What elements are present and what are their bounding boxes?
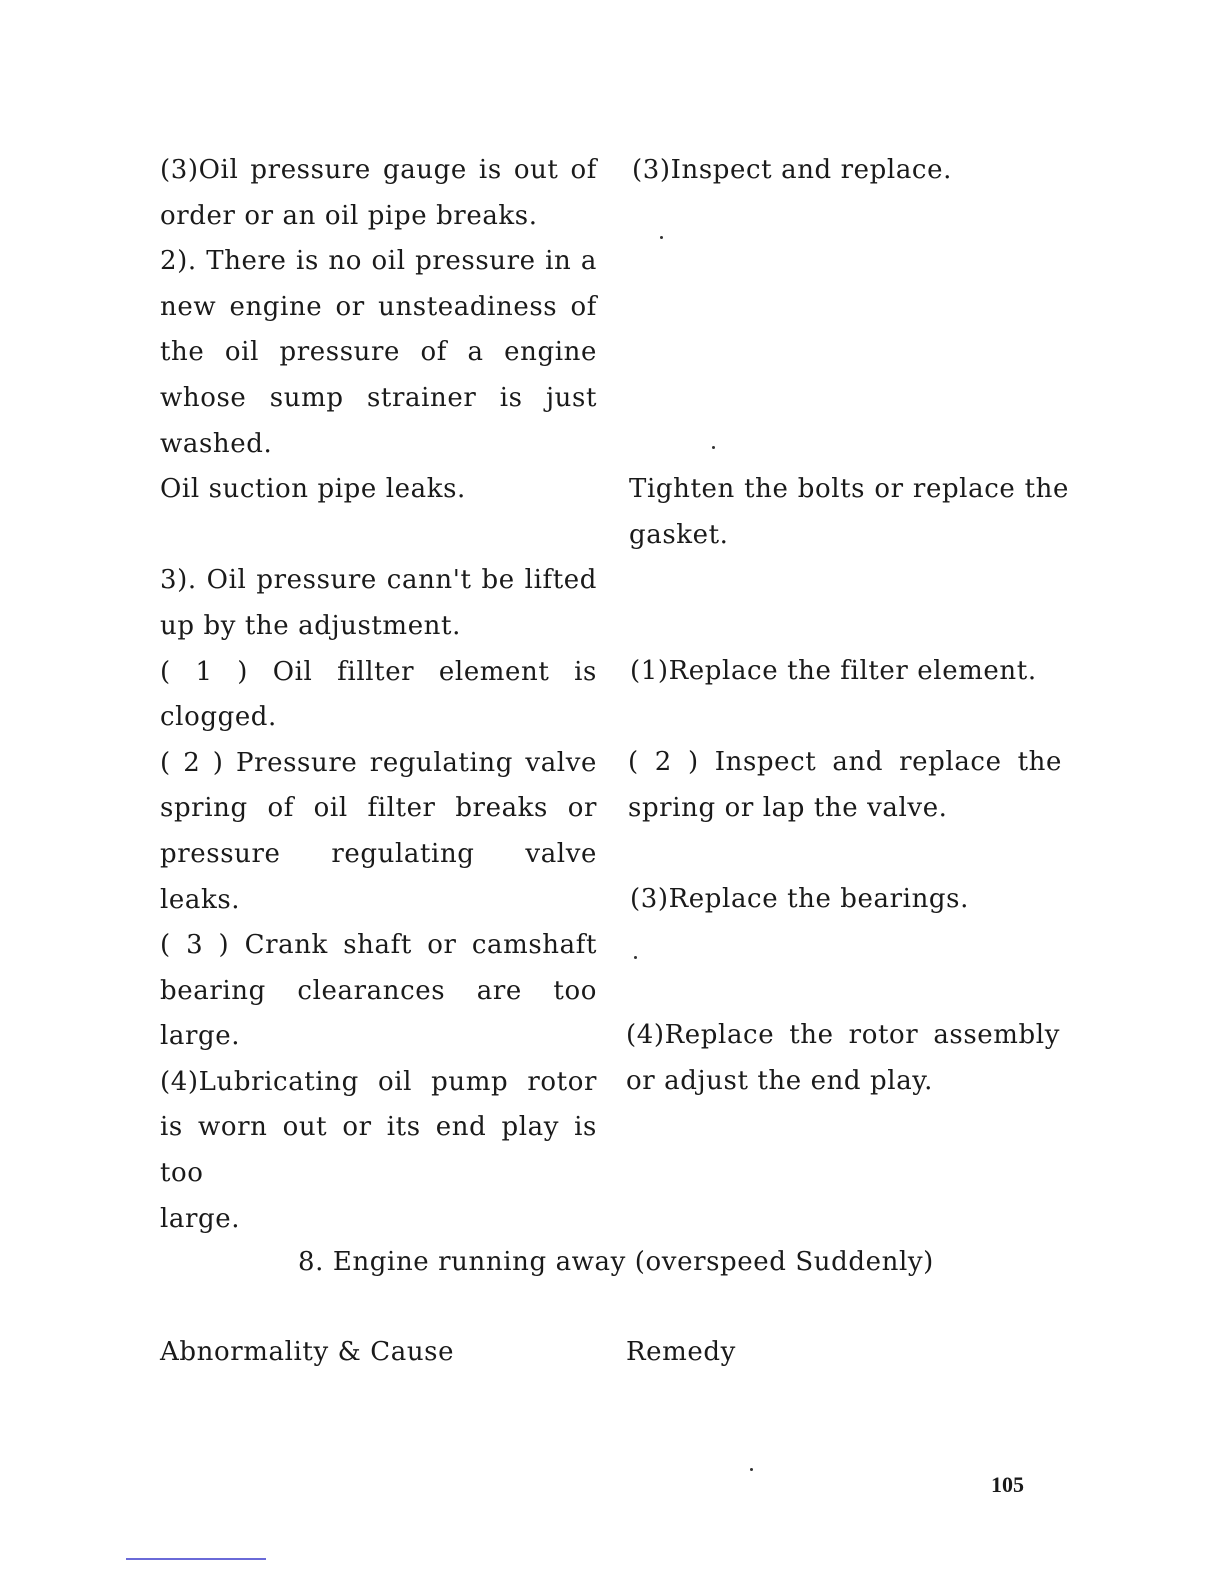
- remedy-line: gasket.: [629, 519, 729, 550]
- remedy-entry: [632, 148, 1072, 194]
- cause-line: large.: [160, 1021, 241, 1052]
- remedy-line: ( 2 ) Inspect and replace the: [628, 747, 1062, 777]
- cause-line: new engine or unsteadiness of: [160, 291, 597, 322]
- cause-line: (3)Oil pressure gauge is out of: [160, 155, 597, 185]
- remedy-entry: [630, 877, 1070, 923]
- cause-line: ( 2 ) Pressure regulating valve: [160, 747, 597, 778]
- remedy-line: (3)Replace the bearings.: [630, 884, 969, 914]
- remedy-entry: [626, 1013, 1060, 1104]
- remedy-line: (1)Replace the filter element.: [630, 656, 1037, 686]
- scan-speck: [712, 446, 715, 449]
- remedy-line: spring or lap the valve.: [628, 792, 948, 823]
- cause-line: is worn out or its end play is too: [160, 1112, 597, 1189]
- footer-rule: [126, 1558, 266, 1560]
- remedy-line: (4)Replace the rotor assembly: [626, 1020, 1060, 1050]
- cause-line: washed.: [160, 428, 273, 459]
- remedy-entry: [630, 649, 1070, 695]
- scan-speck: [660, 236, 663, 239]
- cause-line: Oil suction pipe leaks.: [160, 474, 466, 505]
- cause-line: ( 3 ) Crank shaft or camshaft: [160, 930, 597, 961]
- page-number: 105: [991, 1472, 1024, 1497]
- section-heading: 8. Engine running away (overspeed Suddenly): [298, 1247, 934, 1277]
- column-header-remedy: Remedy: [626, 1337, 736, 1367]
- cause-line: 3). Oil pressure cann't be lifted: [160, 565, 597, 596]
- scan-speck: [634, 956, 637, 959]
- cause-line: clogged.: [160, 702, 277, 733]
- cause-column: [160, 148, 597, 1242]
- remedy-entry: [629, 467, 1069, 558]
- remedy-line: (3)Inspect and replace.: [632, 155, 952, 185]
- cause-line: 2). There is no oil pressure in a: [160, 246, 597, 277]
- cause-line: bearing clearances are too: [160, 975, 597, 1006]
- cause-line: up by the adjustment.: [160, 610, 461, 641]
- blank-line: [160, 513, 597, 559]
- cause-line: the oil pressure of a engine: [160, 337, 597, 368]
- cause-line: spring of oil filter breaks or: [160, 793, 597, 824]
- cause-line: (4)Lubricating oil pump rotor: [160, 1066, 597, 1097]
- cause-line: whose sump strainer is just: [160, 382, 597, 413]
- cause-line: order or an oil pipe breaks.: [160, 200, 538, 231]
- cause-line: pressure regulating valve leaks.: [160, 838, 597, 915]
- remedy-line: Tighten the bolts or replace the: [629, 474, 1069, 504]
- cause-line: ( 1 ) Oil fillter element is: [160, 656, 597, 687]
- scan-speck: [750, 1468, 753, 1471]
- remedy-entry: [628, 740, 1062, 831]
- cause-line: large.: [160, 1203, 241, 1234]
- remedy-line: or adjust the end play.: [626, 1065, 933, 1096]
- column-header-cause: Abnormality & Cause: [160, 1337, 455, 1367]
